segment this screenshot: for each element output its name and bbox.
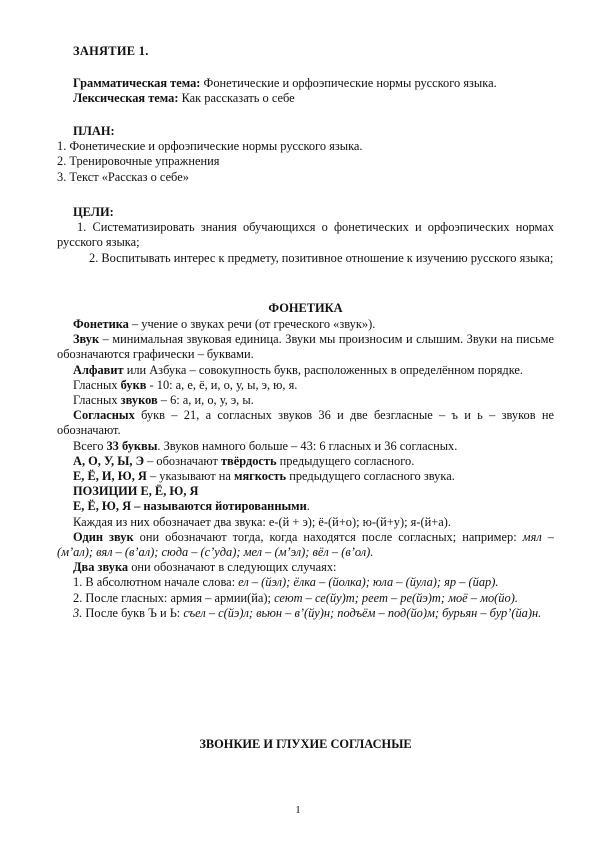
paragraph-text: . Звуков намного больше – 43: 6 гласных и 36 согласных. [157, 438, 458, 453]
term-iotated: Е, Ё, Ю, Я – называются йотированными [73, 499, 307, 514]
paragraph-text: 2. После гласных: армия – армии(йа); [73, 590, 275, 605]
paragraph-case-1 [57, 575, 554, 590]
paragraph-text: предыдущего согласного звука. [286, 469, 455, 484]
paragraph-one-sound [57, 530, 554, 560]
plan-item-2: 2. Тренировочные упражнения [57, 154, 220, 169]
paragraph-total [57, 439, 554, 454]
paragraph-case-2 [57, 591, 554, 606]
examples: ел – (йэл); ёлка – (йолка); юла – (йула); яр – (йар). [238, 575, 499, 590]
term-consonants: Согласных [73, 408, 135, 423]
paragraph-text: – минимальная звуковая единица. Звуки мы произносим и слышим. Звуки на письме обозначаются графически – буквами. [57, 332, 554, 362]
term-sounds: звуков [120, 393, 158, 408]
paragraph-text: – указывают на [146, 469, 235, 484]
grammar-theme-label: Грамматическая тема: [73, 76, 201, 90]
paragraph-text: они обозначают тогда, когда находятся после согласных; например: [133, 529, 523, 544]
paragraph-two-sounds [57, 560, 554, 575]
page-number: 1 [295, 804, 301, 816]
paragraph-text: букв – 21, а согласных звуков 36 и две безгласные – ъ и ь – звуков не обозначают. [57, 408, 554, 438]
examples: мял – (м’ал); вял – (в’ал); сюда – (с’уда); мел – (м’эл); вёл – (в’ол). [57, 529, 554, 560]
grammar-theme-text: Фонетические и орфоэпические нормы русского языка. [200, 76, 497, 90]
paragraph-text: – учение о звуках речи (от греческого «звук»). [128, 317, 376, 331]
paragraph-text: – 6: а, и, о, у, э, ы. [157, 393, 254, 408]
paragraph-positions-heading [57, 484, 554, 499]
paragraph-two-sounds-each: Каждая из них обозначает два звука: е-(й + э); ё-(й+о); ю-(й+у); я-(й+а). [73, 514, 451, 529]
term-phonetics: Фонетика [73, 317, 129, 331]
goal-item-2: 2. Воспитывать интерес к предмету, позитивное отношение к изучению русского языка; [89, 250, 554, 265]
paragraph-text: Всего [73, 438, 107, 453]
phonetics-heading: ФОНЕТИКА [268, 301, 343, 315]
paragraph-case-3 [57, 606, 554, 621]
paragraph-text: 1. В абсолютном начале слова: [73, 575, 239, 590]
case-number: 3. [73, 605, 83, 620]
positions-heading: ПОЗИЦИИ Е, Ё, Ю, Я [73, 484, 199, 499]
plan-item-1: 1. Фонетические и орфоэпические нормы русского языка. [57, 139, 363, 154]
paragraph-text: или Азбука – совокупность букв, расположенных в определённом порядке. [123, 362, 524, 377]
goal-item-1: 1. Систематизировать знания обучающихся о фонетических и орфоэпических нормах русского языка; [57, 220, 554, 250]
goals-block [57, 205, 554, 266]
lesson-title: ЗАНЯТИЕ 1. [73, 44, 149, 58]
grammar-theme [57, 76, 554, 91]
examples: съел – с(йэ)л; вьюн – в’(йу)н; подъём – под(йо)м; бурьян – бур’(йа)н. [183, 605, 542, 620]
term-letters: букв [120, 377, 147, 392]
lexical-theme-text: Как рассказать о себе [178, 91, 295, 106]
paragraph-text: - 10: а, е, ё, и, о, у, ы, э, ю, я. [146, 377, 298, 392]
paragraph-text: – обозначают [144, 453, 221, 468]
paragraph-text: Гласных [73, 377, 121, 392]
paragraph-hardness [57, 454, 554, 469]
plan-item-3: 3. Текст «Рассказ о себе» [57, 169, 189, 184]
paragraph-vowel-letters [57, 378, 554, 393]
term-softness: мягкость [234, 469, 287, 484]
examples: сеют – се(йу)т; реет – ре(йэ)т; моё – мо(йо). [274, 590, 518, 605]
term-soft-vowels: Е, Ё, И, Ю, Я [73, 469, 147, 484]
paragraph-softness [57, 469, 554, 484]
goals-heading: ЦЕЛИ: [73, 205, 114, 219]
plan-heading: ПЛАН: [73, 124, 115, 138]
paragraph-alphabet [57, 363, 554, 378]
term-hardness: твёрдость [220, 453, 277, 468]
section2-heading: ЗВОНКИЕ И ГЛУХИЕ СОГЛАСНЫЕ [199, 737, 412, 751]
term-alphabet: Алфавит [73, 362, 124, 377]
term-two-sounds: Два звука [73, 560, 129, 575]
paragraph-consonants [57, 408, 554, 438]
term-33-letters: 33 буквы [106, 438, 158, 453]
paragraph-sound [57, 332, 554, 362]
plan-block [57, 124, 554, 185]
lexical-theme-label: Лексическая тема: [73, 91, 179, 106]
paragraph-iotated [57, 499, 554, 514]
paragraph-phonetics [57, 317, 554, 332]
term-hard-vowels: А, О, У, Ы, Э [73, 453, 145, 468]
paragraph-text: они обозначают в следующих случаях: [128, 560, 337, 575]
paragraph-text: предыдущего согласного. [276, 453, 415, 468]
paragraph-vowel-sounds [57, 393, 554, 408]
phonetics-body [57, 317, 554, 621]
themes-block [57, 76, 554, 106]
paragraph-text: . [306, 499, 310, 514]
term-one-sound: Один звук [73, 529, 134, 544]
term-sound: Звук [73, 332, 100, 347]
paragraph-text: После букв Ъ и Ь: [82, 605, 184, 620]
lexical-theme [57, 91, 554, 106]
paragraph-text: Гласных [73, 393, 121, 408]
